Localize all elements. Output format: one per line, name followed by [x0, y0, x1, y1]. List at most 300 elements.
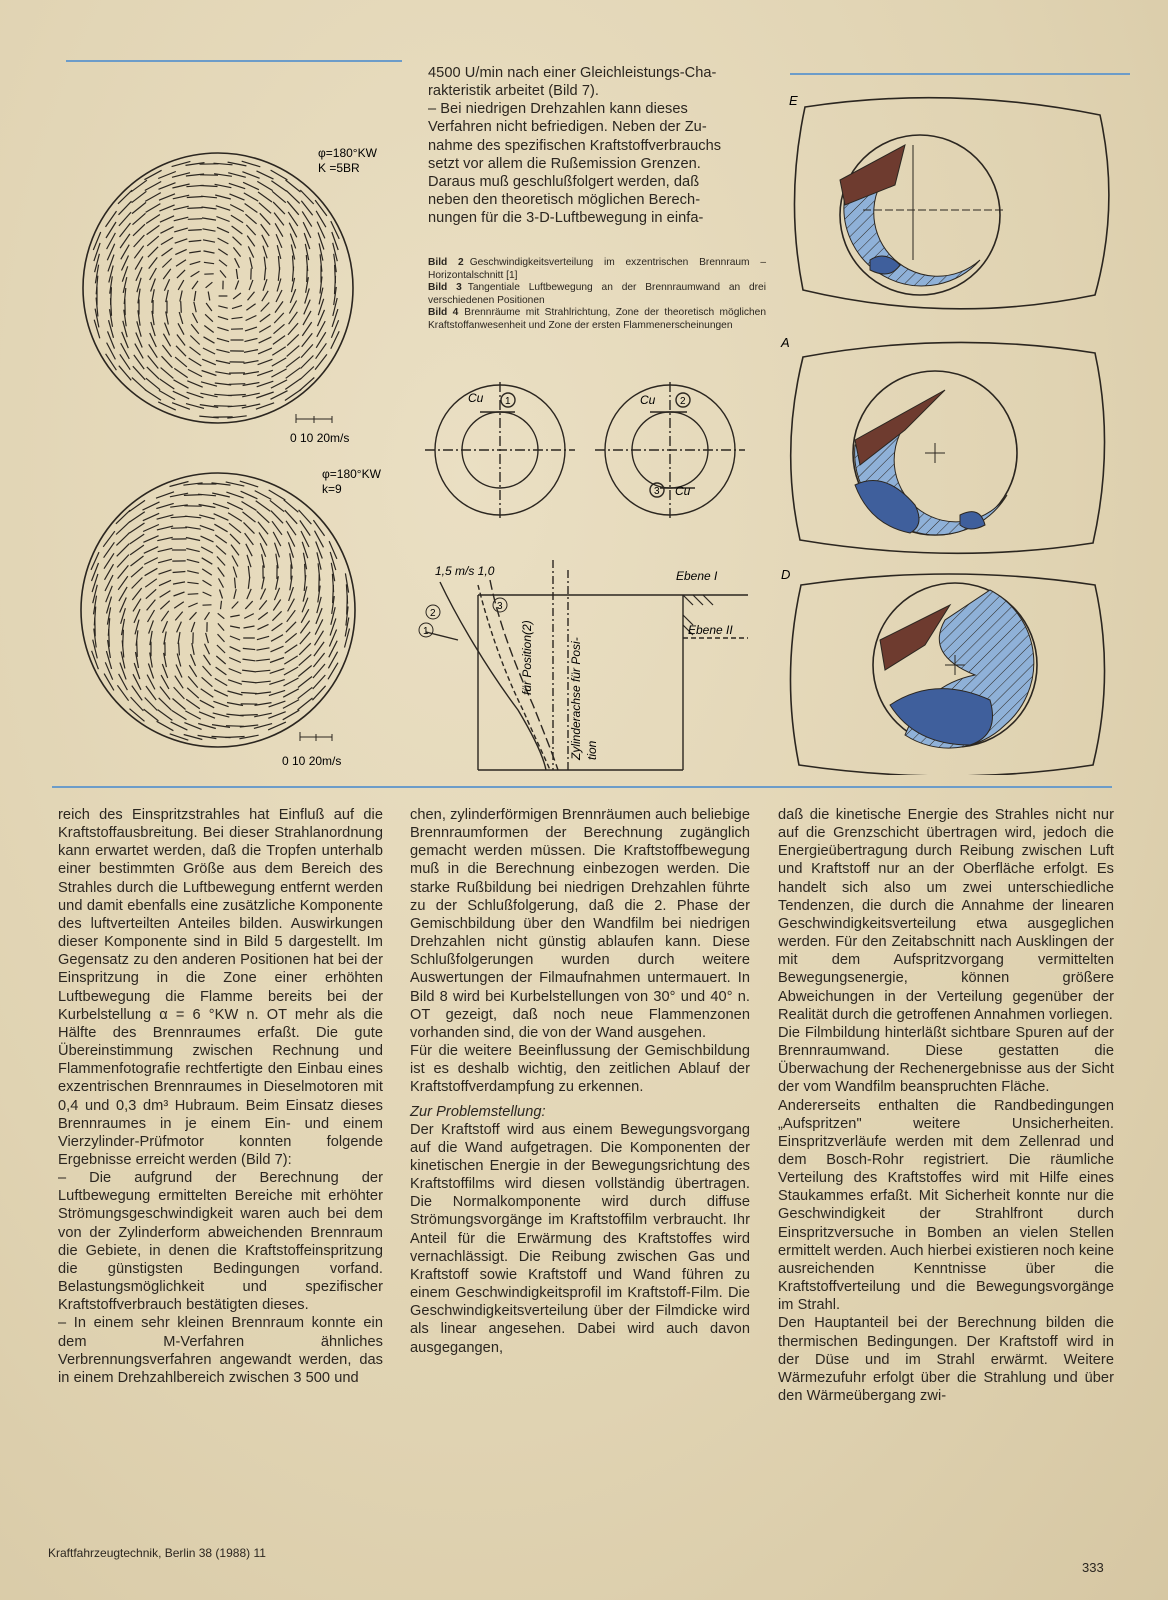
- velocity-vector: [177, 622, 182, 633]
- velocity-vector: [134, 663, 140, 679]
- velocity-vector: [149, 257, 158, 268]
- velocity-vector: [217, 338, 229, 341]
- velocity-vector: [287, 346, 300, 357]
- velocity-vector: [256, 659, 270, 661]
- velocity-vector: [262, 235, 268, 247]
- top-line: – Bei niedrigen Drehzahlen kann dieses: [428, 101, 688, 118]
- velocity-profile-figure: [418, 560, 768, 775]
- velocity-vector: [157, 537, 172, 540]
- velocity-vector: [190, 347, 201, 355]
- velocity-vector: [161, 237, 173, 244]
- axis-position-label: Zylinderachse für Posi-: [569, 637, 583, 760]
- velocity-vector: [289, 542, 294, 557]
- velocity-vector: [284, 678, 299, 686]
- velocity-vector: [166, 290, 169, 302]
- top-rule-left: [66, 60, 402, 62]
- velocity-vector: [228, 691, 243, 695]
- velocity-vector: [187, 688, 199, 698]
- velocity-vector: [254, 724, 272, 729]
- velocity-vector: [233, 237, 242, 246]
- bild4-label-d: D: [781, 567, 791, 582]
- velocity-vector: [145, 390, 161, 401]
- velocity-vector: [287, 334, 299, 345]
- velocity-vector: [203, 348, 215, 354]
- journal-footer: Kraftfahrzeugtechnik, Berlin 38 (1988) 11: [48, 1546, 266, 1560]
- velocity-vector: [247, 236, 255, 247]
- velocity-vector: [188, 603, 197, 607]
- velocity-vector: [256, 501, 271, 511]
- velocity-vector: [255, 681, 270, 683]
- velocity-vector: [187, 571, 199, 574]
- velocity-vector: [204, 326, 213, 333]
- velocity-vector: [212, 493, 230, 497]
- velocity-vector: [117, 685, 128, 700]
- velocity-vector: [216, 546, 226, 555]
- top-line: nahme des spezifischen Kraftstoffverbrauchs: [428, 137, 722, 154]
- bild3-cu-label: Cu: [640, 393, 656, 407]
- velocity-vector: [275, 543, 280, 558]
- velocity-vector: [146, 204, 161, 213]
- velocity-vector: [218, 613, 225, 618]
- velocity-vector: [242, 681, 257, 683]
- top-line: Verfahren nicht befriedigen. Neben der Zu-: [428, 119, 707, 136]
- velocity-vector: [244, 193, 258, 201]
- velocity-vector: [163, 621, 168, 633]
- velocity-vector: [191, 622, 195, 632]
- velocity-vector: [230, 626, 240, 628]
- velocity-vector: [147, 600, 156, 611]
- velocity-vector: [247, 555, 251, 567]
- velocity-vector: [259, 326, 271, 333]
- velocity-vector: [156, 503, 173, 508]
- velocity-vector: [229, 384, 246, 385]
- velocity-vector: [243, 182, 259, 189]
- velocity-vector: [286, 180, 301, 192]
- velocity-vector: [130, 534, 144, 544]
- velocity-vector: [264, 268, 265, 280]
- velocity-vector: [121, 608, 126, 624]
- velocity-vector: [218, 316, 228, 319]
- col3-paragraph: Die Filmbildung hinterläßt sichtbare Spuren auf der Brennraumwand. Diese gestatten die Überwachung der Rechenergebnisse aus der Sicht der vom Wandfilm beanspruchten Fläche.: [778, 1024, 1114, 1096]
- velocity-vector: [259, 337, 272, 343]
- velocity-vector: [174, 602, 184, 608]
- velocity-vector: [313, 675, 326, 689]
- col2-heading: Zur Problemstellung:: [410, 1103, 546, 1120]
- velocity-vector: [166, 312, 169, 325]
- velocity-vector: [249, 280, 253, 290]
- velocity-vector: [216, 667, 227, 675]
- velocity-vector: [202, 677, 213, 686]
- velocity-vector: [187, 208, 202, 209]
- velocity-vector: [245, 327, 257, 331]
- velocity-vector: [286, 368, 301, 379]
- velocity-vector: [192, 643, 194, 655]
- velocity-vector: [219, 578, 224, 587]
- velocity-vector: [217, 557, 225, 566]
- bild3-marker-3: 3: [654, 486, 660, 497]
- velocity-vector: [143, 536, 158, 543]
- velocity-vector: [271, 635, 283, 642]
- velocity-vector: [174, 380, 189, 388]
- velocity-vector: [243, 648, 255, 649]
- velocity-vector: [245, 338, 258, 341]
- velocity-vector: [230, 615, 239, 617]
- col2-paragraph: Für die weitere Beeinflussung der Gemischbildung ist es deshalb wichtig, den zeitlichen Ablauf der Kraftstoffverdampfung zu erkennen.: [410, 1043, 750, 1096]
- velocity-vector: [272, 191, 286, 202]
- velocity-vector: [145, 193, 161, 202]
- position-label: für Position(2): [520, 620, 534, 695]
- velocity-vector: [276, 290, 282, 302]
- velocity-vector: [250, 257, 253, 268]
- velocity-vector: [246, 225, 255, 235]
- velocity-vector: [232, 305, 242, 308]
- velocity-vector: [119, 201, 132, 215]
- velocity-vector: [299, 643, 311, 655]
- col3-paragraph: Den Hauptanteil bei der Berechnung bilden die thermischen Bedingungen. Der Kraftstoff wird in der Düse und im Strahl erwärmt. Weitere Wärmezufuhr erfolgt über die Strahlung und über den Wärmeübergang zwi-: [778, 1315, 1114, 1404]
- velocity-vector: [161, 368, 174, 379]
- velocity-vector: [268, 722, 286, 730]
- velocity-vector: [189, 240, 202, 241]
- velocity-vector: [156, 492, 174, 498]
- velocity-vector: [204, 655, 211, 665]
- velocity-vector: [202, 569, 212, 575]
- velocity-vector: [175, 249, 186, 254]
- velocity-vector: [287, 610, 296, 622]
- velocity-vector: [176, 665, 182, 678]
- top-line: 4500 U/min nach einer Gleichleistungs-Cha-: [428, 65, 717, 81]
- velocity-vector: [106, 354, 117, 370]
- velocity-vector: [189, 358, 202, 366]
- velocity-vector: [176, 346, 186, 356]
- velocity-vector: [230, 205, 244, 212]
- velocity-vector: [214, 524, 227, 532]
- velocity-vector: [244, 626, 255, 628]
- bild3-cu-label: Cu: [675, 484, 691, 498]
- velocity-vector: [204, 337, 215, 343]
- top-middle-text: [428, 64, 766, 227]
- velocity-vector: [272, 347, 285, 355]
- bild3-figure: [425, 380, 770, 520]
- velocity-vector: [261, 303, 270, 312]
- velocity-vector: [163, 334, 170, 347]
- velocity-vector: [228, 162, 247, 166]
- velocity-vector: [269, 690, 285, 695]
- velocity-vector: [245, 204, 258, 213]
- velocity-marker-2: 2: [430, 608, 436, 619]
- velocity-vector: [217, 327, 228, 330]
- velocity-vector: [133, 213, 146, 224]
- velocity-vector: [130, 709, 145, 722]
- caption-bild3: Bild 3 Tangentiale Luftbewegung an der Brennraumwand an drei verschiedenen Positionen: [428, 282, 766, 306]
- velocity-vector: [233, 293, 241, 299]
- top-line: rakteristik arbeitet (Bild 7).: [428, 83, 600, 100]
- ebene-2-label: Ebene II: [688, 623, 733, 637]
- velocity-vector: [259, 203, 271, 214]
- velocity-vector: [243, 512, 256, 522]
- velocity-vector: [218, 634, 225, 642]
- bild4-label-a: A: [781, 335, 790, 350]
- velocity-vector: [300, 367, 314, 380]
- velocity-vector: [204, 251, 215, 253]
- velocity-vector: [132, 378, 146, 391]
- velocity-vector: [248, 292, 255, 301]
- velocity-vector: [264, 257, 266, 270]
- velocity-vector: [227, 703, 243, 706]
- velocity-vector: [202, 359, 216, 365]
- velocity-vector: [201, 186, 218, 187]
- velocity-vector: [116, 533, 129, 546]
- velocity-vector: [203, 666, 212, 676]
- bild2-bottom-figure: [70, 460, 430, 780]
- top-line: nungen für die 3-D-Luftbewegung in einfa-: [428, 210, 704, 227]
- velocity-vector: [188, 230, 202, 231]
- velocity-marker-1: 1: [423, 626, 429, 637]
- velocity-vector: [200, 525, 214, 530]
- velocity-vector: [188, 594, 199, 595]
- axis-tion-label: tion: [585, 740, 599, 760]
- col3-paragraph: daß die kinetische Energie des Strahles nicht nur auf die Grenzschicht übertragen wird, jedoch die Energieübertragung durch Reibung zwischen Luft und Kraftstoff nur an der Oberfläche erfolgt. Es handelt sich also um zwei unterschiedliche Tendenzen, die durch die Annahme der linearen Geschwindigkeitsverteilung etwa ausgeglichen werden. Für den Zeitabschnitt nach Ausklingen der mit dem Aufspritzvorgang vermittelten Bewegungsenergie, können größere Abweichungen in der Verteilung gegenüber der Realität durch die getroffenen Annahmen vorliegen.: [778, 807, 1114, 1023]
- velocity-vector: [145, 568, 158, 575]
- velocity-vector: [255, 692, 271, 694]
- velocity-vector: [231, 545, 239, 556]
- top-rule-right: [790, 73, 1130, 75]
- velocity-vector: [186, 538, 200, 541]
- velocity-vector: [201, 547, 213, 553]
- velocity-vector: [205, 644, 210, 654]
- velocity-vector: [232, 226, 243, 234]
- velocity-vector: [287, 531, 295, 546]
- velocity-vector: [216, 349, 229, 352]
- velocity-vector: [234, 589, 236, 599]
- velocity-vector: [220, 270, 226, 277]
- velocity-vector: [204, 262, 214, 263]
- velocity-vector: [146, 589, 156, 598]
- velocity-vector: [272, 611, 281, 620]
- velocity-vector: [257, 648, 270, 650]
- velocity-vector: [218, 567, 225, 576]
- velocity-vector: [273, 336, 285, 345]
- velocity-vector: [272, 358, 286, 366]
- velocity-vector: [147, 367, 159, 379]
- velocity-vector: [185, 527, 200, 529]
- velocity-vector: [175, 239, 188, 243]
- velocity-vector: [177, 335, 185, 346]
- velocity-vector: [188, 369, 202, 376]
- velocity-vector: [256, 670, 271, 671]
- col1-paragraph: – In einem sehr kleinen Brennraum konnte ein dem M-Verfahren ähnliches Verbrennungsverfahren angewandt werden, das in einem Drehzahlbereich zwischen 3 500 und: [58, 1315, 383, 1386]
- velocity-vector: [283, 689, 299, 697]
- velocity-vector: [257, 370, 273, 375]
- velocity-vector: [277, 279, 281, 292]
- velocity-vector: [228, 405, 247, 407]
- velocity-vector: [246, 316, 257, 321]
- velocity-vector: [181, 301, 182, 313]
- velocity-vector: [172, 710, 187, 720]
- velocity-vector: [271, 646, 284, 652]
- top-line: Daraus muß geschlußfolgert werden, daß: [428, 173, 700, 190]
- velocity-vector: [137, 641, 138, 657]
- velocity-vector: [159, 205, 174, 211]
- velocity-vector: [174, 687, 185, 699]
- velocity-vector: [230, 636, 240, 640]
- velocity-vector: [176, 260, 186, 267]
- velocity-vector: [173, 572, 186, 573]
- bild4-figure: [775, 85, 1125, 775]
- velocity-vector: [213, 701, 228, 706]
- velocity-vector: [245, 533, 254, 545]
- velocity-vector: [206, 282, 213, 288]
- velocity-vector: [233, 247, 240, 256]
- top-line: setzt vor allem die Rußemission Grenzen.: [428, 155, 701, 172]
- velocity-vector: [217, 645, 225, 653]
- velocity-vector: [231, 215, 243, 223]
- velocity-vector: [298, 698, 313, 710]
- velocity-vector: [144, 709, 159, 721]
- bild3-marker-2: 2: [680, 396, 686, 407]
- velocity-vector: [174, 368, 187, 377]
- col2-paragraph: Der Kraftstoff wird aus einem Bewegungsvorgang auf die Wand aufgetragen. Die Komponenten der kinetischen Energie in der Bewegungsrichtung des Kraftstoffilms wird diesen vollständig übertragen. Die Normalkomponente wird durch diffuse Strömungsvorgänge im Kraftstoffilm verbraucht. Ihr Anteil für die Erwärmung des Kraftstoffes wird vernachlässigt. Die Reibung zwischen Gas und Kraftstoff sowie Kraftstoff und Wand führen zu einem Geschwindigkeitsprofil im Kraftstoff-Film. Die Geschwindigkeitsverteilung über der Filmdicke wird als linear angesehen. Dabei wird auch davon ausgegangen,: [410, 1121, 750, 1356]
- velocity-vector: [218, 623, 224, 630]
- velocity-vector: [172, 173, 190, 178]
- velocity-vector: [263, 279, 267, 291]
- velocity-vector: [200, 700, 214, 708]
- velocity-vector: [298, 666, 311, 677]
- velocity-vector: [131, 567, 143, 577]
- velocity-vector: [172, 161, 191, 166]
- velocity-vector: [188, 219, 202, 220]
- velocity-vector: [201, 196, 217, 198]
- velocity-vector: [301, 356, 314, 369]
- velocity-vector: [228, 395, 246, 396]
- velocity-vector: [144, 547, 158, 554]
- velocity-vector: [202, 558, 213, 564]
- velocity-vector: [236, 269, 237, 279]
- velocity-vector: [243, 372, 259, 375]
- bild4-label-e: E: [789, 93, 798, 108]
- velocity-vector: [205, 612, 210, 620]
- velocity-vector: [179, 312, 183, 324]
- velocity-vector: [262, 577, 265, 589]
- velocity-vector: [259, 600, 267, 609]
- velocity-vector: [284, 656, 297, 664]
- velocity-vector: [273, 202, 285, 214]
- velocity-vector: [178, 632, 180, 644]
- col3-paragraph: Andererseits enthalten die Randbedingungen „Aufspritzen" weitere Unsicherheiten. Einspritzverläufe werden mit dem Zellenrad und dem Bosch-Rohr registriert. Die räumliche Verteilung des Kraftstoffes wird mit Hilfe eines Staukammes erfaßt. Mit Sicherheit konnte nur die Geschwindigkeit der Strahlfront durch Einspritzversuche in Bomben an vielen Stellen ermittelt werden. Auch hierbei existieren noch keine ausreichenden Kenntnisse über die Kraftstoffverteilung und die Bewegungsvorgänge im Strahl.: [778, 1097, 1115, 1314]
- column-1: [58, 806, 383, 1387]
- velocity-vector: [331, 221, 339, 239]
- velocity-vector: [278, 267, 279, 281]
- velocity-vector: [260, 589, 265, 600]
- velocity-vector: [260, 213, 270, 224]
- velocity-vector: [218, 306, 227, 308]
- velocity-vector: [179, 643, 180, 656]
- velocity-vector: [247, 589, 251, 599]
- velocity-vector: [274, 588, 279, 600]
- velocity-vector: [173, 195, 189, 199]
- velocity-vector: [286, 191, 299, 204]
- velocity-vector: [199, 712, 215, 718]
- velocity-vector: [159, 580, 171, 585]
- velocity-vector: [203, 229, 216, 231]
- velocity-vector: [135, 620, 139, 635]
- velocity-vector: [187, 197, 203, 198]
- velocity-vector: [275, 301, 283, 312]
- velocity-vector: [132, 191, 147, 202]
- velocity-vector: [199, 515, 215, 519]
- velocity-vector: [245, 601, 252, 609]
- velocity-vector: [132, 202, 146, 213]
- velocity-vector: [205, 314, 213, 321]
- velocity-vector: [216, 656, 225, 664]
- velocity-vector: [228, 680, 242, 685]
- velocity-vector: [150, 268, 157, 280]
- velocity-vector: [200, 393, 217, 397]
- velocity-vector: [206, 303, 212, 311]
- velocity-vector: [157, 515, 174, 519]
- velocity-vector: [300, 520, 310, 535]
- velocity-vector: [298, 687, 313, 698]
- velocity-vector: [226, 726, 244, 727]
- velocity-vector: [269, 490, 286, 500]
- col2-paragraph: chen, zylinderförmigen Brennräumen auch beliebige Brennraumformen der Berechnung zugänglich gemacht werden müssen. Die Kraftstoffbewegung muß in die Berechnung einbezogen werden. Die starke Rußbildung bei niedrigen Drehzahlen führte zu der Schlußfolgerung, daß die 2. Phase der Gemischbildung über den Wandfilm bei niedrigen Drehzahlen nicht günstig ablaufen kann. Diese Schlußfolgerungen wurden durch weitere Auswertungen der Filmaufnahmen untermauert. In Bild 8 wird bei Kurbelstellungen von 30° und 40° n. OT gezeigt, daß noch neue Flammenzonen vorhanden sind, die von der Wand ausgehen.: [410, 807, 750, 1041]
- velocity-vector: [157, 721, 174, 730]
- velocity-vector: [284, 500, 299, 512]
- velocity-vector: [162, 356, 173, 368]
- velocity-vector: [186, 699, 200, 708]
- velocity-vector: [162, 345, 171, 357]
- velocity-vector: [248, 577, 249, 589]
- velocity-vector: [165, 323, 170, 336]
- velocity-vector: [148, 610, 155, 622]
- velocity-vector: [202, 218, 216, 220]
- figure-captions: [428, 257, 766, 333]
- velocity-vector: [160, 379, 175, 389]
- velocity-vector: [180, 291, 182, 302]
- velocity-vector: [268, 712, 285, 719]
- velocity-vector: [201, 382, 217, 386]
- velocity-vector: [178, 280, 184, 290]
- velocity-vector: [160, 601, 169, 610]
- velocity-vector: [218, 249, 227, 255]
- velocity-vector: [173, 582, 185, 584]
- velocity-vector: [225, 737, 244, 738]
- velocity-vector: [131, 556, 144, 566]
- bild2-bottom-scale: 0 10 20m/s: [282, 754, 342, 768]
- velocity-vector: [230, 534, 240, 544]
- velocity-vector: [301, 344, 313, 357]
- velocity-vector: [248, 246, 253, 257]
- bild2-top-label1: φ=180°KW: [318, 146, 377, 160]
- velocity-vector: [174, 228, 188, 232]
- velocity-vector: [189, 251, 201, 253]
- velocity-vector: [229, 523, 241, 533]
- velocity-vector: [213, 713, 230, 717]
- column-2: [410, 806, 750, 1357]
- velocity-vector: [230, 194, 245, 200]
- velocity-vector: [187, 381, 202, 387]
- velocity-vector: [130, 545, 144, 555]
- velocity-vector: [244, 614, 254, 619]
- velocity-vector: [191, 654, 196, 666]
- velocity-vector: [175, 357, 187, 367]
- velocity-vector: [129, 512, 145, 523]
- col1-paragraph: – Die aufgrund der Berechnung der Luftbewegung ermittelten Bereiche mit erhöhter Strömungsgeschwindigkeit waren auch bei dem von der Zylinderform abweichenden Brennraum die Gebiete, in denen die Kraftstoffeinspritzung die günstigsten Bedingungen vorfand. Belastungsmöglichkeit und spezifischer Kraftstoffverbrauch bestätigten dieses.: [58, 1170, 383, 1314]
- velocity-vector: [257, 511, 270, 523]
- velocity-vector: [130, 523, 145, 533]
- velocity-vector: [185, 711, 200, 719]
- velocity-vector: [146, 378, 160, 390]
- velocity-vector: [164, 279, 169, 290]
